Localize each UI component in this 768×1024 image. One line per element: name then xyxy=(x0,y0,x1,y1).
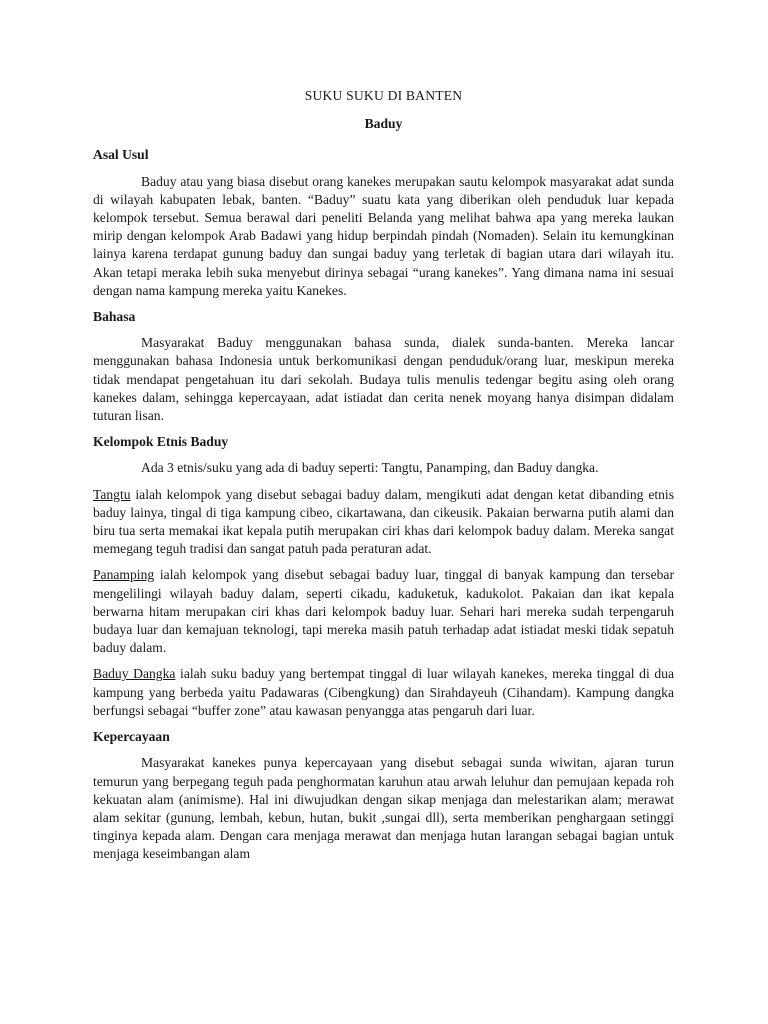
paragraph-panamping xyxy=(93,566,674,657)
term-panamping: Panamping xyxy=(93,567,155,583)
heading-asal-usul: Asal Usul xyxy=(93,147,149,163)
term-tangtu: Tangtu xyxy=(93,486,131,502)
document-subtitle: Baduy xyxy=(364,116,403,132)
text-panamping: ialah kelompok yang disebut sebagai baduy luar, tinggal di banyak kampung dan tersebar mengelilingi wilayah baduy dalam, seperti cikadu, kaduketuk, kadukolot. Pakaian dan ikat kepala berwarna hitam merupakan ciri khas dari kelompok baduy luar. Sehari hari mereka sudah terpengaruh budaya luar dan kemajuan teknologi, tapi mereka masih patuh terhadap adat istiadat meski tidak sepatuh baduy dalam. xyxy=(93,567,674,656)
text-tangtu: ialah kelompok yang disebut sebagai baduy dalam, mengikuti adat dengan ketat dibanding etnis baduy lainya, tingal di tiga kampung cibeo, cikartawana, dan cikeusik. Pakaian berwarna putih alami dan biru tua serta memakai ikat kepala putih merupakan ciri khas dari kelompok baduy dalam. Mereka sangat memegang teguh tradisi dan sangat patuh pada peraturan adat. xyxy=(93,486,674,557)
paragraph-bahasa: Masyarakat Baduy menggunakan bahasa sunda, dialek sunda-banten. Mereka lancar menggunakan bahasa Indonesia untuk berkomunikasi dengan penduduk/orang luar, meskipun mereka tidak mendapat pengetahuan itu dari sekolah. Budaya tulis menulis tedengar begitu asing oleh orang kanekes dalam, sehingga kepercayaan, adat istiadat dan cerita nenek moyang hanya disimpan didalam tuturan lisan. xyxy=(93,335,674,424)
document-page xyxy=(93,87,674,864)
heading-bahasa: Bahasa xyxy=(93,309,136,325)
heading-kepercayaan: Kepercayaan xyxy=(93,729,170,745)
heading-kelompok-etnis: Kelompok Etnis Baduy xyxy=(93,434,229,450)
paragraph-kelompok-intro: Ada 3 etnis/suku yang ada di baduy seperti: Tangtu, Panamping, dan Baduy dangka. xyxy=(141,460,599,476)
text-baduy-dangka: ialah suku baduy yang bertempat tinggal di luar wilayah kanekes, mereka tinggal di dua kampung yang berbeda yaitu Padawaras (Cibengkung) dan Sirahdayeuh (Cihandam). Kampung dangka berfungsi sebagai “buffer zone” atau kawasan penyangga atas pengaruh dari luar. xyxy=(93,666,674,718)
section-asal-usul xyxy=(93,146,674,300)
term-baduy-dangka: Baduy Dangka xyxy=(93,666,176,682)
section-kelompok-etnis xyxy=(93,433,674,720)
paragraph-asal-usul: Baduy atau yang biasa disebut orang kanekes merupakan sautu kelompok masyarakat adat sunda di wilayah kabupaten lebak, banten. “Baduy” suatu kata yang diberikan oleh penduduk luar kepada kelompok tersebut. Semua berawal dari peneliti Belanda yang melihat bahwa apa yang mereka laukan mirip dengan kelompok Arab Badawi yang hidup berpindah pindah (Nomaden). Selain itu kemungkinan lainya karena terdapat gunung baduy dan sungai baduy yang terletak di bagian utara dari wilayah itu. Akan tetapi meraka lebih suka menyebut dirinya sebagai “urang kanekes”. Yang dimana nama ini sesuai dengan nama kampung mereka yaitu Kanekes. xyxy=(93,173,674,298)
document-title: SUKU SUKU DI BANTEN xyxy=(304,88,463,103)
paragraph-kepercayaan: Masyarakat kanekes punya kepercayaan yang disebut sebagai sunda wiwitan, ajaran turun temurun yang berpegang teguh pada penghormatan karuhun atau arwah leluhur dan pemujaan kepada roh kekuatan alam (animisme). Hal ini diwujudkan dengan sikap menjaga dan melestarikan alam; merawat alam sekitar (gunung, lembah, kebun, hutan, bukit ,sungai dll), serta memberikan penghargaan setinggi tinginya kepada alam. Dengan cara menjaga merawat dan menjaga hutan larangan sebagai bagian untuk menjaga keseimbangan alam xyxy=(93,755,674,862)
section-bahasa xyxy=(93,308,674,425)
paragraph-tangtu xyxy=(93,486,674,559)
paragraph-baduy-dangka xyxy=(93,665,674,720)
section-kepercayaan xyxy=(93,728,674,863)
